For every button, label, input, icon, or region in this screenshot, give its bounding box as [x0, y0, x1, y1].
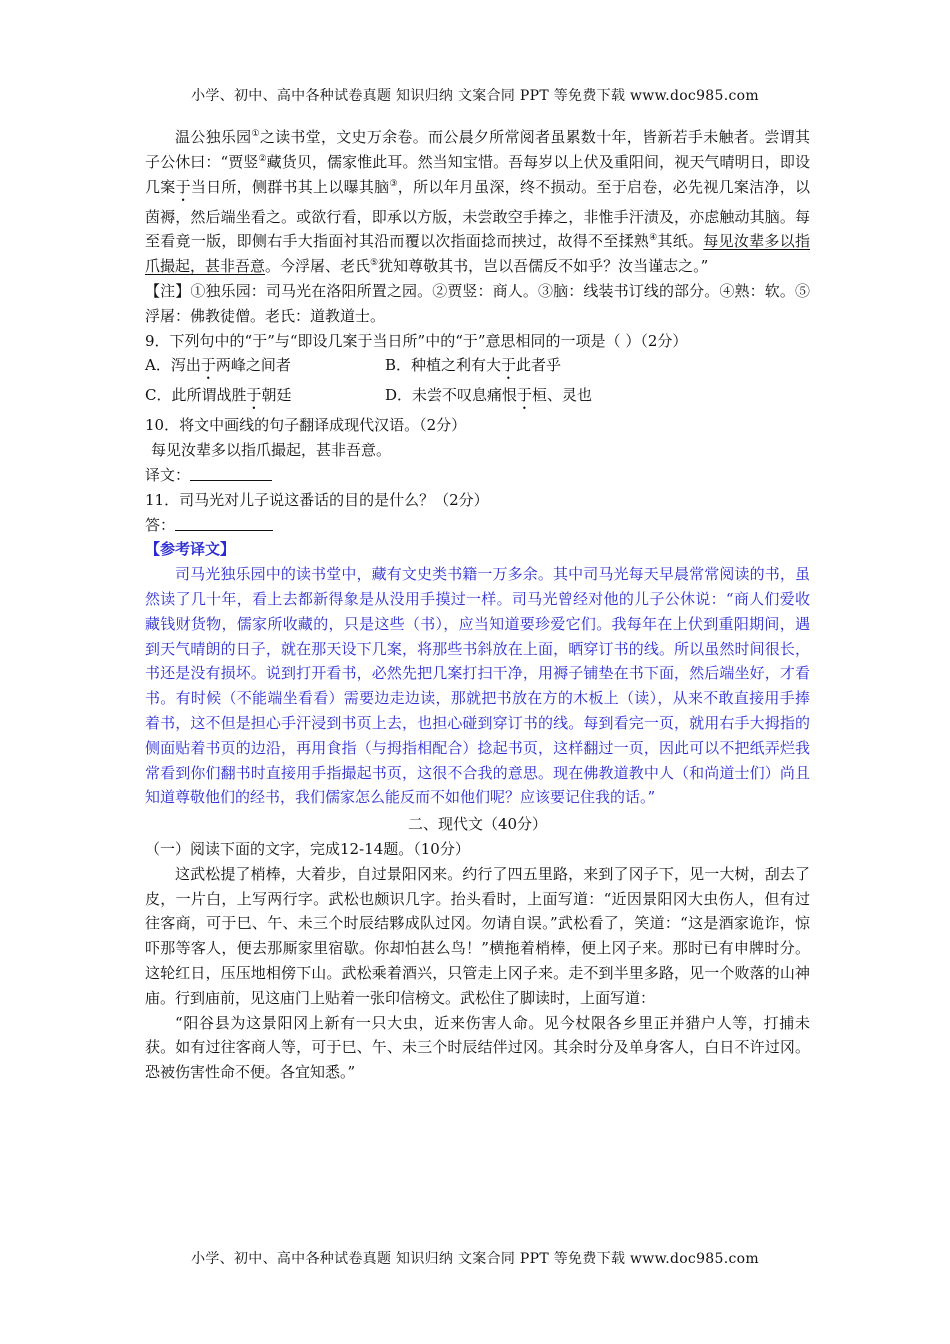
answer-blank[interactable] [190, 466, 272, 481]
passage-text: 其纸。 [657, 232, 704, 251]
option-text: D．未尝不叹息痛恨 [385, 386, 518, 405]
option-text: C．此所谓战胜 [145, 386, 247, 405]
emphasized-char: 于 [246, 386, 262, 405]
passage-text: 藏货贝，儒家惟此耳。然当知宝惜。吾每岁以上伏及重阳间，视天气晴明日，即设几案 [145, 152, 810, 196]
document-body [145, 125, 810, 1085]
answer-label: 答： [145, 515, 176, 534]
modern-passage-p2: “阳谷县为这景阳冈上新有一只大虫，近来伤害人命。见今杖限各乡里正并猎户人等，打捕未获。如有过往客商人等，可于巳、午、未三个时辰结伴过冈。其余时分及单身客人，白日不许过冈。恐被伤害性命不便。各宜知悉。” [145, 1013, 810, 1082]
passage-text: 犹知尊敬其书，岂以吾儒反不如乎？汝当谨志之。” [378, 257, 709, 276]
answer-blank[interactable] [175, 516, 273, 531]
question-10-sentence: 每见汝辈多以指爪撮起，甚非吾意。 [151, 441, 392, 460]
section-2-title: 二、现代文（40分） [407, 815, 548, 834]
reference-translation-text: 司马光独乐园中的读书堂中，藏有文史类书籍一万多余。其中司马光每天早晨常常阅读的书，虽然读了几十年，看上去都新得象是从没用手摸过一样。司马光曾经对他的儿子公休说：“商人们爱收藏钱财货物，儒家所收藏的，只是这些（书），应当知道要珍爱它们。我每年在上伏到重阳期间，遇到天气晴朗的日子，就在那天设下几案，将那些书斜放在上面，晒穿订书的线。所以虽然时间很长，书还是没有损坏。说到打开看书，必然先把几案打扫干净，用褥子铺垫在书下面，然后端坐好，才看书。有时候（不能端坐看看）需要边走边读，那就把书放在方的木板上（读），从来不敢直接用手捧着书，这不但是担心手汗浸到书页上去，也担心碰到穿订书的线。每到看完一页，就用右手大拇指的侧面贴着书页的边沿，再用食指（与拇指相配合）捻起书页，这样翻过一页，因此可以不把纸弄烂我常看到你们翻书时直接用手指撮起书页，这很不合我的意思。现在佛教道教中人（和尚道士们）尚且知道尊敬他们的经书，我们儒家怎么能反而不如他们呢？应该要记住我的话。” [145, 565, 810, 807]
option-b[interactable] [385, 353, 561, 383]
passage-text: 。今浮屠、老氏 [265, 257, 371, 276]
section-2-subtitle: （一）阅读下面的文字，完成12-14题。（10分） [145, 839, 470, 858]
question-9-options-row2 [145, 383, 810, 413]
page-footer: 小学、初中、高中各种试卷真题 知识归纳 文案合同 PPT 等免费下载 www.doc985.com [191, 1251, 759, 1267]
option-text: 此者乎 [516, 356, 562, 375]
footnote-marker: ② [258, 153, 267, 164]
question-10-answer [145, 463, 810, 488]
page-header: 小学、初中、高中各种试卷真题 知识归纳 文案合同 PPT 等免费下载 www.doc985.com [191, 88, 759, 104]
footnote-marker: ③ [389, 178, 398, 189]
emphasized-char: 于 [175, 177, 191, 196]
reference-translation-title: 【参考译文】 [145, 540, 236, 559]
underlined-sentence: 每见汝辈多以指爪撮起，甚非吾意 [145, 232, 810, 276]
emphasized-char: 于 [200, 356, 216, 375]
question-9-options-row1 [145, 353, 810, 383]
option-text: 桓、灵也 [532, 386, 593, 405]
question-9-stem: 9．下列句中的“于”与“即设几案于当日所”中的“于”意思相同的一项是（ ）（2分） [145, 331, 688, 350]
footnote-marker: ⑤ [370, 258, 379, 269]
question-11-answer [145, 513, 810, 538]
footnote-marker: ① [251, 129, 260, 139]
emphasized-char: 于 [517, 386, 533, 405]
classical-passage [145, 125, 810, 279]
modern-passage-p1: 这武松提了梢棒，大着步，自过景阳冈来。约行了四五里路，来到了冈子下，见一大树，刮去了皮，一片白，上写两行字。武松也颇识几字。抬头看时，上面写道：“近因景阳冈大虫伤人，但有过往客商，可于巳、午、未三个时辰结夥成队过冈。勿请自误。”武松看了，笑道：“这是酒家诡诈，惊吓那等客人，便去那厮家里宿歇。你却怕甚么鸟！”横拖着梢棒，便上冈子来。那时已有申牌时分。这轮红日，压压地相傍下山。武松乘着酒兴，只管走上冈子来。走不到半里多路，见一个败落的山神庙。行到庙前，见这庙门上贴着一张印信榜文。武松住了脚读时，上面写道： [145, 864, 810, 1007]
emphasized-char: 于 [501, 356, 517, 375]
option-text: A．泻出 [145, 356, 201, 375]
option-text: 朝廷 [261, 386, 292, 405]
passage-text: 温公独乐园 [175, 128, 252, 146]
option-c[interactable] [145, 383, 385, 413]
option-text: B．种植之利有大 [385, 356, 502, 375]
passage-text: 之读书堂，文史万余卷。而公晨夕所常阅者虽累数十年，皆新若手未触者。尝谓其子公休曰：“贾竖 [145, 128, 810, 171]
answer-label: 译文： [145, 465, 191, 484]
option-text: 两峰之间者 [215, 356, 291, 375]
question-11-stem: 11．司马光对儿子说这番话的目的是什么？（2分） [145, 490, 489, 509]
question-10-stem: 10．将文中画线的句子翻译成现代汉语。（2分） [145, 416, 467, 435]
option-d[interactable] [385, 383, 592, 413]
option-a[interactable] [145, 353, 385, 383]
footnote-marker: ④ [649, 233, 658, 244]
passage-text: ，所以年月虽深，终不损动。至于启卷，必先视几案洁净，以茵褥，然后端坐看之。或欲行看，即承以方版，未尝敢空手捧之，非惟手汗渍及，亦虑触动其脑。每至看竟一版，即侧右手大指面衬其沿而覆以次指面捻而挟过，故得不至揉熟 [145, 177, 810, 251]
annotation-note: 【注】①独乐园：司马光在洛阳所置之园。②贾竖：商人。③脑：线装书订线的部分。④熟：软。⑤浮屠：佛教徒僧。老氏：道教道士。 [145, 281, 810, 325]
passage-text: 当日所，侧群书其上以曝其脑 [190, 177, 390, 196]
